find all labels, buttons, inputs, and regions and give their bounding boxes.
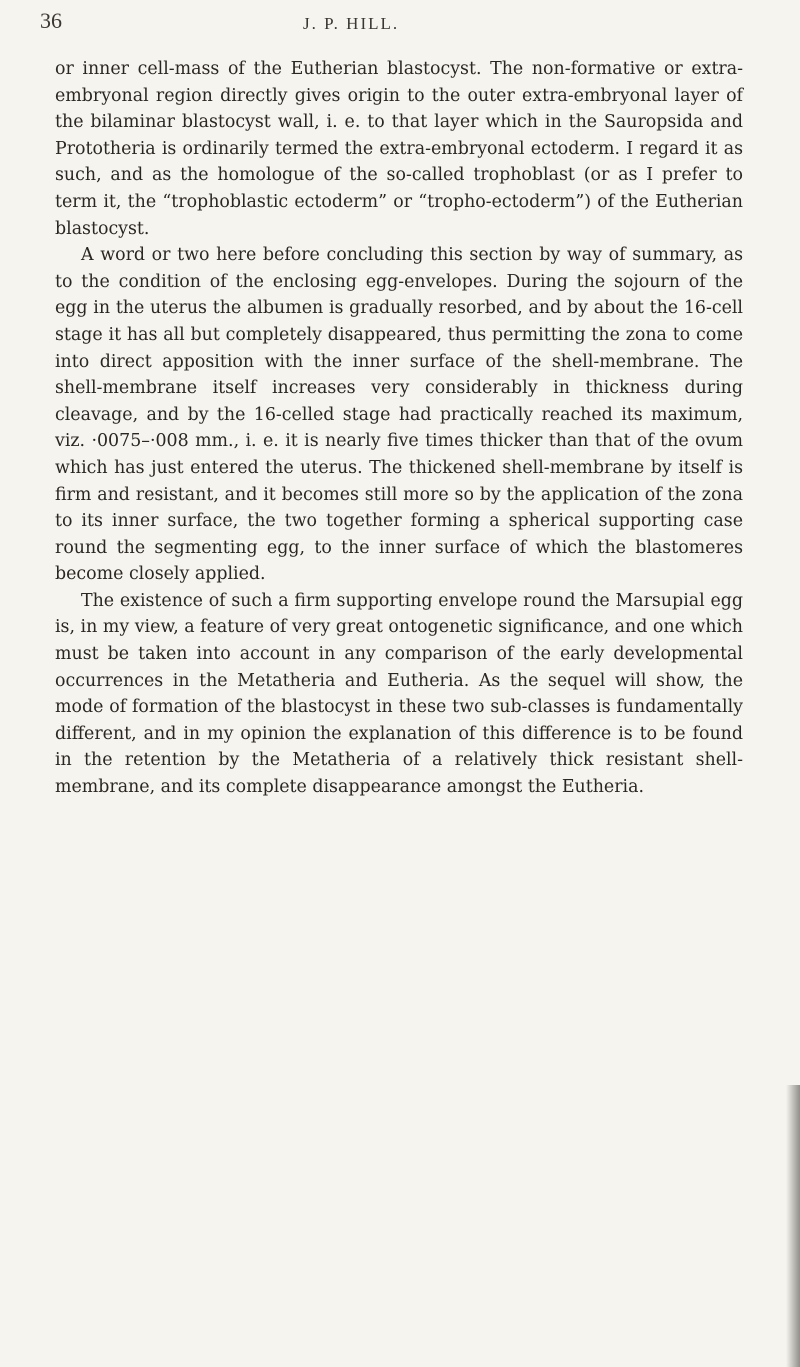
paragraph-1: or inner cell-mass of the Eutherian blastocyst. The non-formative or extra-embryonal region directly gives origin to the outer extra-embryonal layer of the bilaminar blastocyst wall, i. e. to that layer which in the Sauropsida and Prototheria is ordinarily termed the extra-embryonal ectoderm. I regard it as such, and as the homologue of the so-called trophoblast (or as I prefer to term it, the “trophoblastic ectoderm” or “tropho-ectoderm”) of the Eutherian blastocyst. xyxy=(55,59,743,239)
page-number: 36 xyxy=(40,8,62,33)
paragraph-3: The existence of such a firm supporting envelope round the Marsupial egg is, in my view, a feature of very great ontogenetic significance, and one which must be taken into account in any comparison of the early developmental occurrences in the Metatheria and Eutheria. As the sequel will show, the mode of formation of the blastocyst in these two sub-classes is fundamentally different, and in my opinion the explanation of this difference is to be found in the retention by the Metatheria of a relatively thick resistant shell-membrane, and its complete disappearance amongst the Eutheria. xyxy=(55,590,743,798)
paragraph-2: A word or two here before concluding this section by way of summary, as to the condition of the enclosing egg-envelopes. During the sojourn of the egg in the uterus the albumen is gradually resorbed, and by about the 16-cell stage it has all but completely disappeared, thus permitting the zona to come into direct apposition with the inner surface of the shell-membrane. The shell-membrane itself increases very considerably in thickness during cleavage, and by the 16-celled stage had practically reached its maximum, viz. ·0075–·008 mm., i. e. it is nearly five times thicker than that of the ovum which has just entered the uterus. The thickened shell-membrane by itself is firm and resistant, and it becomes still more so by the application of the zona to its inner surface, the two together forming a spherical supporting case round the segmenting egg, to the inner surface of which the blastomeres become closely applied. xyxy=(55,245,743,585)
page-header xyxy=(40,8,760,48)
running-head: J. P. HILL. xyxy=(303,14,400,33)
body-text xyxy=(55,56,743,801)
page-edge-shadow xyxy=(786,1085,800,1367)
